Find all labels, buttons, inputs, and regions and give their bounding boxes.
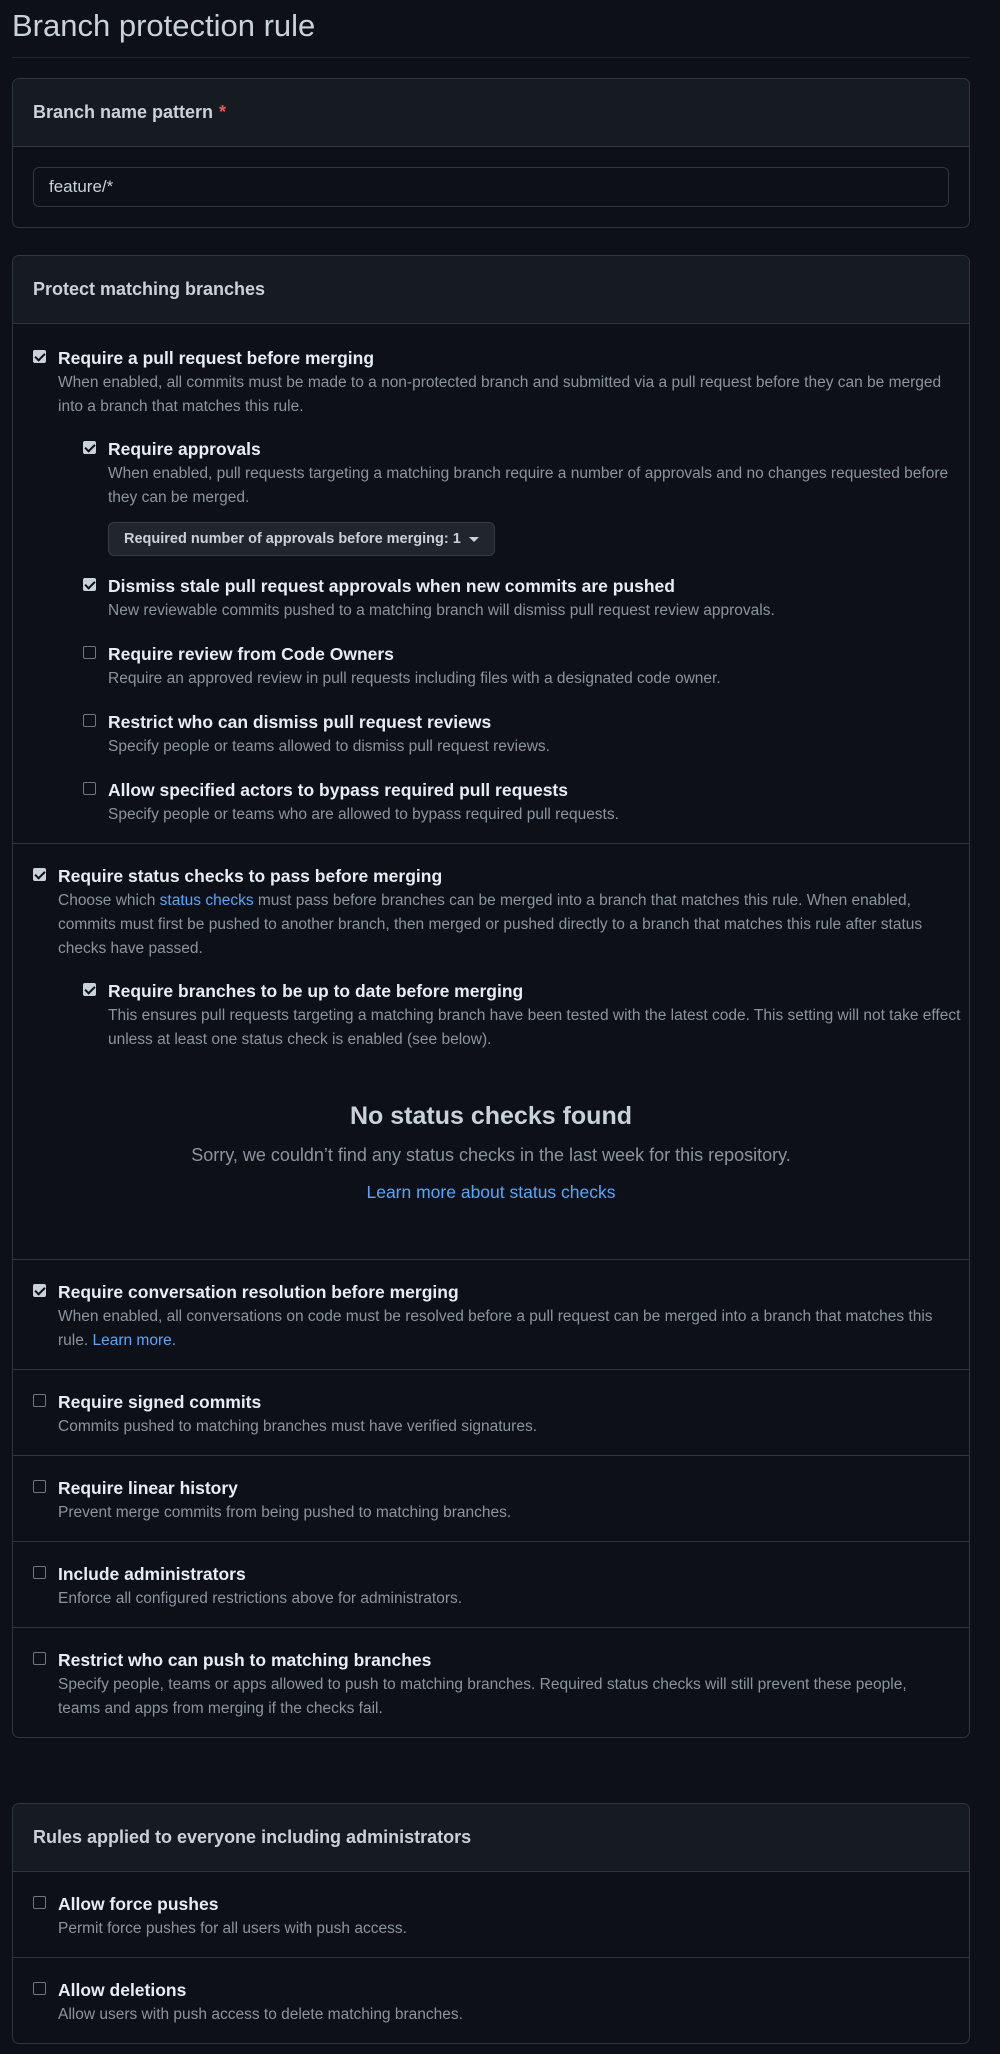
- option-description: This ensures pull requests targeting a matching branch have been tested with the latest code. This setting will not take effect unless at least one status check is enabled (see below).: [108, 1007, 961, 1048]
- require-pull-request-option: [33, 346, 949, 827]
- require-approvals-option: [83, 437, 970, 556]
- option-title[interactable]: Require linear history: [58, 1478, 238, 1498]
- dismiss-stale-option: [83, 574, 970, 623]
- option-description: Prevent merge commits from being pushed to matching branches.: [58, 1504, 512, 1521]
- signed-commits-option: [33, 1390, 949, 1439]
- linear-history-section: [13, 1455, 969, 1541]
- branch-pattern-box: [12, 78, 970, 228]
- approvals-count-label: Required number of approvals before merging: 1: [124, 531, 461, 547]
- signed-commits-section: [13, 1369, 969, 1455]
- dismiss-stale-checkbox[interactable]: [83, 578, 96, 591]
- conversation-option: [33, 1280, 949, 1353]
- status-checks-section: [13, 843, 969, 1259]
- learn-more-status-checks-link[interactable]: Learn more about status checks: [366, 1182, 616, 1202]
- branch-pattern-label: Branch name pattern: [33, 102, 214, 122]
- option-description: Specify people, teams or apps allowed to push to matching branches. Required status checks will still prevent these people, teams and apps from merging if the checks fail.: [58, 1676, 907, 1717]
- linear-history-checkbox[interactable]: [33, 1480, 46, 1493]
- required-marker: *: [219, 102, 227, 122]
- restrict-dismiss-option: [83, 710, 970, 759]
- option-title[interactable]: Dismiss stale pull request approvals when new commits are pushed: [108, 576, 675, 596]
- include-admins-section: [13, 1541, 969, 1627]
- status-checks-link[interactable]: status checks: [159, 892, 254, 909]
- option-title[interactable]: Allow specified actors to bypass required pull requests: [108, 780, 568, 800]
- restrict-push-checkbox[interactable]: [33, 1652, 46, 1665]
- page-title: Branch protection rule: [12, 8, 316, 43]
- option-description: Enforce all configured restrictions above for administrators.: [58, 1590, 463, 1607]
- protect-header: Protect matching branches: [13, 256, 969, 324]
- option-description: Commits pushed to matching branches must have verified signatures.: [58, 1418, 538, 1435]
- linear-history-option: [33, 1476, 949, 1525]
- branch-pattern-header: [13, 79, 969, 147]
- caret-down-icon: [469, 537, 479, 542]
- conversation-checkbox[interactable]: [33, 1284, 46, 1297]
- force-push-option: [33, 1892, 949, 1941]
- pull-request-section: [13, 324, 969, 843]
- option-title[interactable]: Restrict who can push to matching branches: [58, 1650, 432, 1670]
- option-title[interactable]: Require approvals: [108, 439, 261, 459]
- code-owners-option: [83, 642, 970, 691]
- restrict-push-option: [33, 1648, 949, 1721]
- protect-box: [12, 255, 970, 1738]
- force-push-section: [13, 1872, 969, 1957]
- deletions-checkbox[interactable]: [33, 1982, 46, 1995]
- learn-more-link[interactable]: Learn more: [92, 1332, 172, 1349]
- option-title[interactable]: Require conversation resolution before merging: [58, 1282, 459, 1302]
- deletions-section: [13, 1957, 969, 2043]
- up-to-date-checkbox[interactable]: [83, 983, 96, 996]
- restrict-dismiss-checkbox[interactable]: [83, 714, 96, 727]
- option-description: Choose which status checks must pass before branches can be merged into a branch that matches this rule. When enabled, commits must first be pushed to another branch, then merged or pushed directly to a branch that matches this rule after status checks have passed.: [58, 892, 923, 957]
- option-description: When enabled, all commits must be made to a non-protected branch and submitted via a pull request before they can be merged into a branch that matches this rule.: [58, 374, 942, 415]
- deletions-option: [33, 1978, 949, 2027]
- option-title[interactable]: Allow force pushes: [58, 1894, 219, 1914]
- bypass-option: [83, 778, 970, 827]
- include-admins-checkbox[interactable]: [33, 1566, 46, 1579]
- approvals-count-select[interactable]: [108, 522, 495, 556]
- option-description: When enabled, pull requests targeting a matching branch require a number of approvals and no changes requested before they can be merged.: [108, 465, 949, 506]
- status-checks-checkbox[interactable]: [33, 868, 46, 881]
- option-title[interactable]: Allow deletions: [58, 1980, 187, 2000]
- option-description: Specify people or teams allowed to dismiss pull request reviews.: [108, 738, 550, 755]
- up-to-date-option: [83, 979, 970, 1052]
- option-title[interactable]: Require review from Code Owners: [108, 644, 394, 664]
- option-description: Require an approved review in pull requests including files with a designated code owner.: [108, 670, 721, 687]
- option-description: Specify people or teams who are allowed to bypass required pull requests.: [108, 806, 619, 823]
- force-push-checkbox[interactable]: [33, 1896, 46, 1909]
- option-title[interactable]: Require signed commits: [58, 1392, 262, 1412]
- option-title[interactable]: Require status checks to pass before merging: [58, 866, 443, 886]
- require-pull-request-checkbox[interactable]: [33, 350, 46, 363]
- option-title[interactable]: Include administrators: [58, 1564, 246, 1584]
- include-admins-option: [33, 1562, 949, 1611]
- empty-state-title: No status checks found: [350, 1102, 632, 1130]
- restrict-push-section: [13, 1627, 969, 1737]
- option-description: Permit force pushes for all users with push access.: [58, 1920, 407, 1937]
- option-description: Allow users with push access to delete matching branches.: [58, 2006, 463, 2023]
- bypass-checkbox[interactable]: [83, 782, 96, 795]
- branch-pattern-input[interactable]: [33, 167, 949, 207]
- option-title[interactable]: Require branches to be up to date before merging: [108, 981, 524, 1001]
- option-title[interactable]: Restrict who can dismiss pull request reviews: [108, 712, 492, 732]
- empty-state-subtitle: Sorry, we couldn’t find any status checks in the last week for this repository.: [191, 1145, 791, 1165]
- everyone-rules-header: Rules applied to everyone including administrators: [13, 1804, 969, 1872]
- option-title[interactable]: Require a pull request before merging: [58, 348, 375, 368]
- everyone-rules-box: [12, 1803, 970, 2044]
- conversation-section: [13, 1259, 969, 1369]
- signed-commits-checkbox[interactable]: [33, 1394, 46, 1407]
- code-owners-checkbox[interactable]: [83, 646, 96, 659]
- require-approvals-checkbox[interactable]: [83, 441, 96, 454]
- status-checks-empty-state: [33, 1052, 949, 1243]
- option-description: When enabled, all conversations on code must be resolved before a pull request can be merged into a branch that matches this rule. Learn more.: [58, 1308, 933, 1349]
- status-checks-option: [33, 864, 961, 1052]
- title-divider: [12, 57, 970, 58]
- option-description: New reviewable commits pushed to a matching branch will dismiss pull request review approvals.: [108, 602, 775, 619]
